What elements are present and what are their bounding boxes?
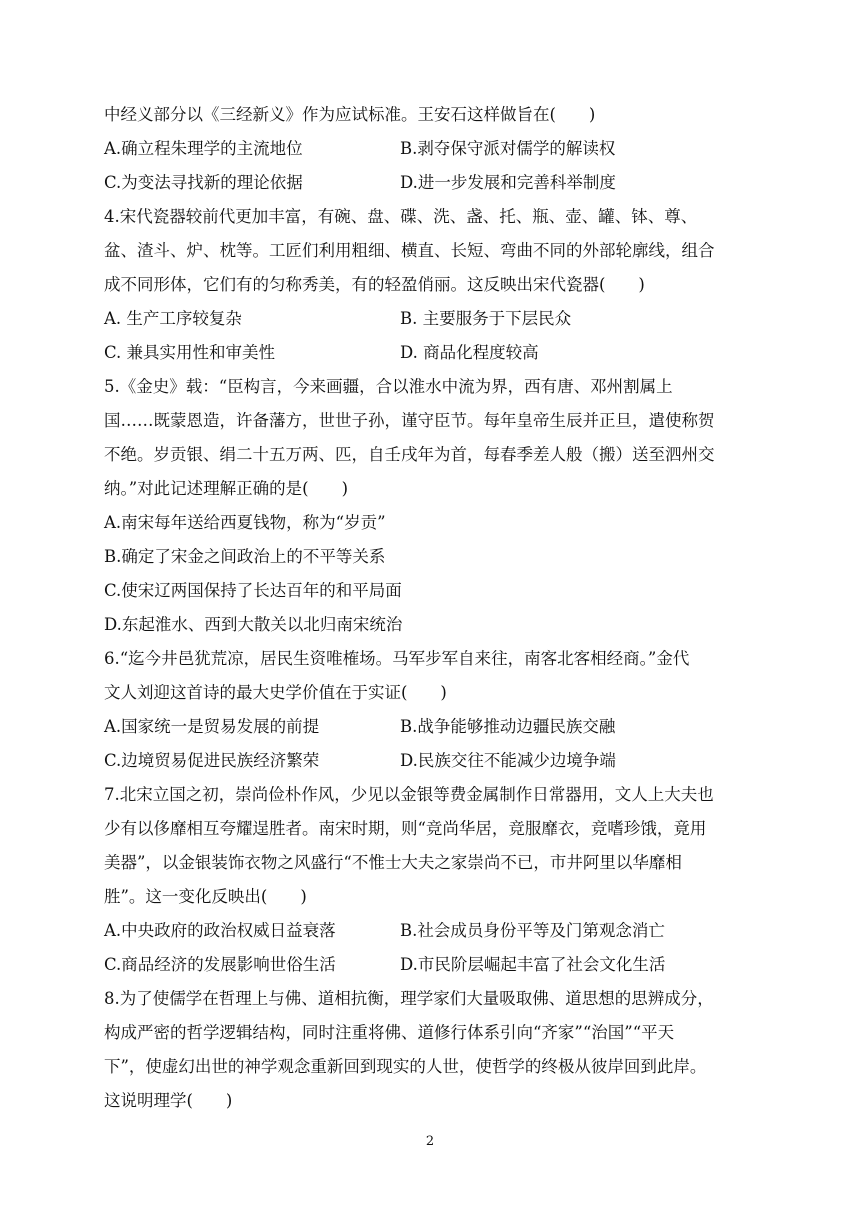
option-text: B.社会成员身份平等及门第观念消亡 xyxy=(400,921,665,940)
text-line: 5.《金史》载：“臣构言，今来画疆，合以淮水中流为界，西有唐、邓州割属上 xyxy=(104,377,673,396)
option-text: B. 主要服务于下层民众 xyxy=(400,309,572,328)
option-row xyxy=(104,302,764,336)
text-line: 构成严密的哲学逻辑结构，同时注重将佛、道修行体系引向“齐家”“治国”“平天 xyxy=(104,1023,675,1042)
option-row xyxy=(104,710,764,744)
text-line: 文人刘迎这首诗的最大史学价值在于实证( ) xyxy=(104,683,447,702)
option-text: A.国家统一是贸易发展的前提 xyxy=(104,717,320,736)
option-row xyxy=(104,336,764,370)
option-text: D.进一步发展和完善科举制度 xyxy=(400,173,616,192)
option-text: A.确立程朱理学的主流地位 xyxy=(104,139,303,158)
option-row xyxy=(104,744,764,778)
option-text: A.中央政府的政治权威日益衰落 xyxy=(104,921,336,940)
text-line: 成不同形体，它们有的匀称秀美，有的轻盈俏丽。这反映出宋代瓷器( ) xyxy=(104,275,645,294)
text-line: 少有以侈靡相互夸耀逞胜者。南宋时期，则“竞尚华居，竞服靡衣，竞嗜珍饿，竟用 xyxy=(104,819,707,838)
text-line: 8.为了使儒学在哲理上与佛、道相抗衡，理学家们大量吸取佛、道思想的思辨成分， xyxy=(104,989,714,1008)
page-number: 2 xyxy=(425,1134,435,1149)
option-text: C.为变法寻找新的理论依据 xyxy=(104,173,303,192)
text-line: 盆、渣斗、炉、枕等。工匠们利用粗细、横直、长短、弯曲不同的外部轮廓线，组合 xyxy=(104,241,715,260)
text-line: 下”，使虚幻出世的神学观念重新回到现实的人世，使哲学的终极从彼岸回到此岸。 xyxy=(104,1057,707,1076)
option-text: C.商品经济的发展影响世俗生活 xyxy=(104,955,336,974)
option-row xyxy=(104,948,764,982)
text-line: C.使宋辽两国保持了长达百年的和平局面 xyxy=(104,581,402,600)
option-text: B.剥夺保守派对儒学的解读权 xyxy=(400,139,616,158)
text-line: B.确定了宋金之间政治上的不平等关系 xyxy=(104,547,386,566)
option-row xyxy=(104,914,764,948)
option-text: D.市民阶层崛起丰富了社会文化生活 xyxy=(400,955,666,974)
text-line: 纳。”对此记述理解正确的是( ) xyxy=(104,479,349,498)
page-content xyxy=(104,98,764,1118)
option-text: B.战争能够推动边疆民族交融 xyxy=(400,717,616,736)
option-text: D. 商品化程度较高 xyxy=(400,343,539,362)
text-line: 6.“迄今井邑犹荒凉，居民生资唯榷场。马军步军自来往，南客北客相经商。”金代 xyxy=(104,649,690,668)
option-text: C. 兼具实用性和审美性 xyxy=(104,343,276,362)
text-line: 胜”。这一变化反映出( ) xyxy=(104,887,307,906)
option-row xyxy=(104,132,764,166)
text-line: 中经义部分以《三经新义》作为应试标准。王安石这样做旨在( ) xyxy=(104,105,596,124)
text-line: 美器”，以金银装饰衣物之风盛行“不惟士大夫之家崇尚不已，市井阿里以华靡相 xyxy=(104,853,682,872)
option-text: A. 生产工序较复杂 xyxy=(104,309,242,328)
text-line: 这说明理学( ) xyxy=(104,1091,233,1110)
text-line: A.南宋每年送给西夏钱物，称为“岁贡” xyxy=(104,513,386,532)
option-text: D.民族交往不能减少边境争端 xyxy=(400,751,616,770)
option-text: C.边境贸易促进民族经济繁荣 xyxy=(104,751,320,770)
text-line: 4.宋代瓷器较前代更加丰富，有碗、盘、碟、洗、盏、托、瓶、壶、罐、钵、尊、 xyxy=(104,207,698,226)
text-line: 不绝。岁贡银、绢二十五万两、匹，自壬戌年为首，每春季差人般（搬）送至泗州交 xyxy=(104,445,715,464)
text-line: 国……既蒙恩造，许备藩方，世世子孙，谨守臣节。每年皇帝生辰并正旦，遣使称贺 xyxy=(104,411,715,430)
option-row xyxy=(104,166,764,200)
text-line: D.东起淮水、西到大散关以北归南宋统治 xyxy=(104,615,403,634)
text-line: 7.北宋立国之初，崇尚俭朴作风，少见以金银等费金属制作日常器用，文人上大夫也 xyxy=(104,785,714,804)
